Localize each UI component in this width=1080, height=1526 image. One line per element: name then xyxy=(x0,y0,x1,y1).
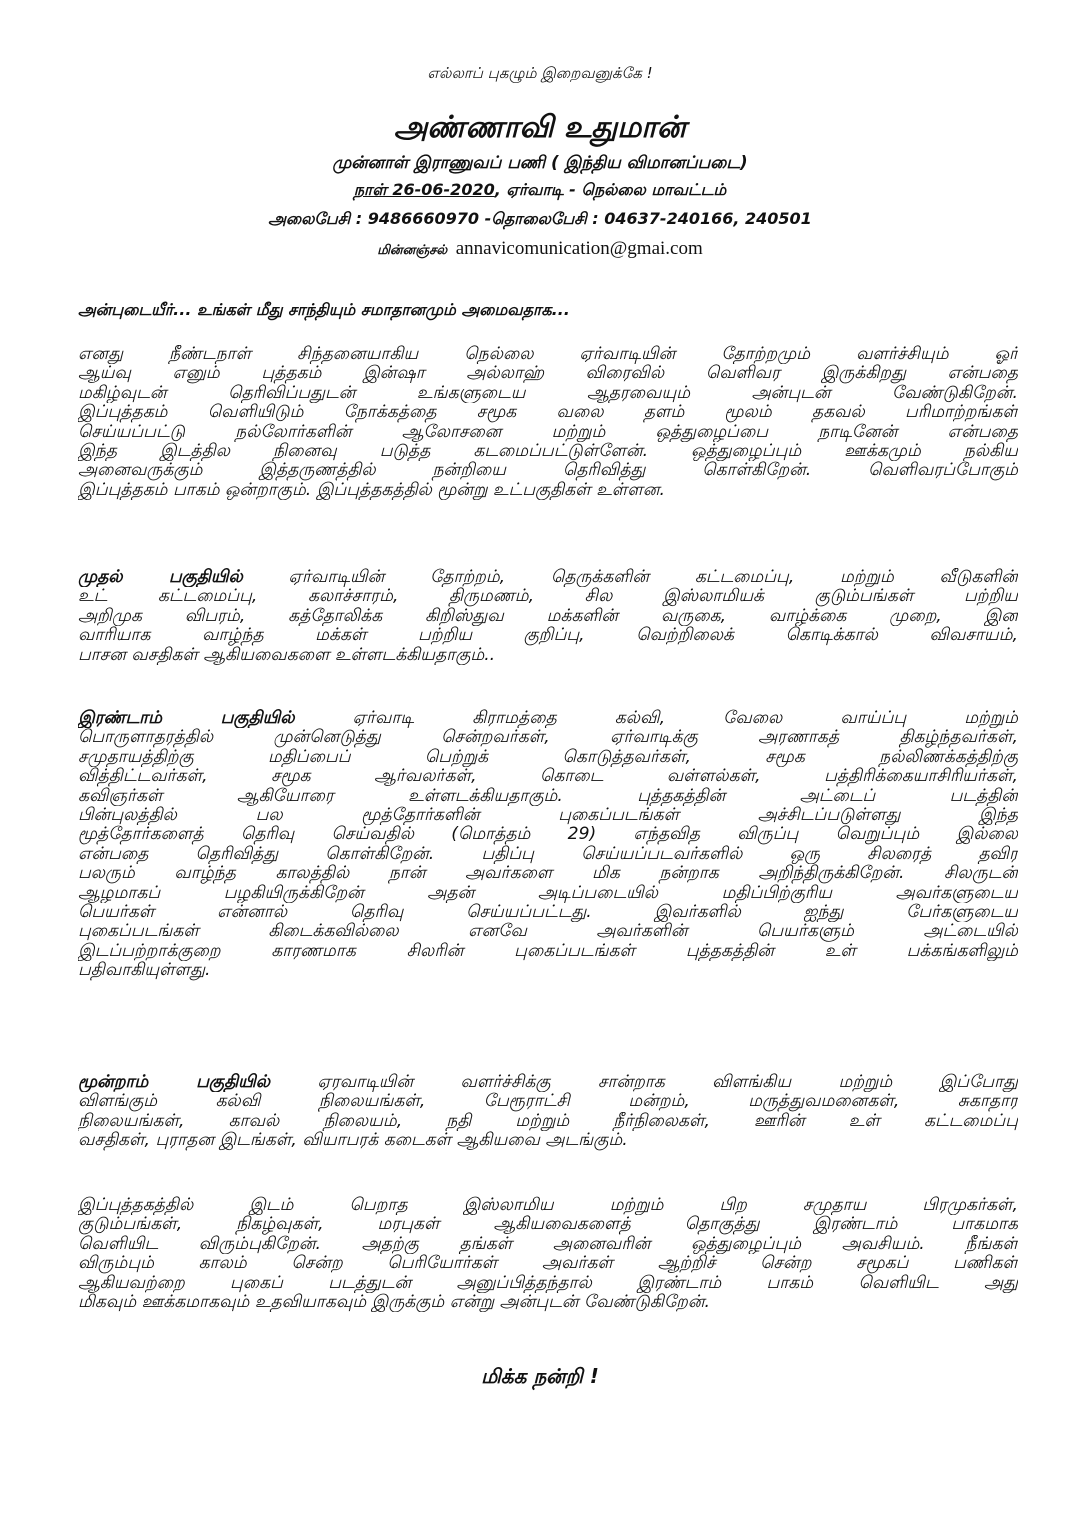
line-text: என்பதை தெரிவித்து கொள்கிறேன். பதிப்பு செய்யப்படவர்களில் ஒரு சிலரைத் தவிர xyxy=(78,844,1018,864)
paragraph-line xyxy=(78,646,1018,665)
section-lead: இரண்டாம் பகுதியில் xyxy=(78,709,295,728)
line-text: நிலையங்கள், காவல் நிலையம், நதி மற்றும் நீர்நிலைகள், ஊரின் உள் கட்டமைப்பு xyxy=(78,1111,1018,1131)
section-lead: மூன்றாம் பகுதியில் xyxy=(78,1073,271,1092)
paragraph-line xyxy=(78,1131,1018,1150)
paragraph-line xyxy=(78,845,1018,864)
line-text: புகைப்படங்கள் கிடைக்கவில்லை எனவே அவர்களின் பெயர்களும் அட்டையில் xyxy=(78,922,1018,942)
email-line xyxy=(0,238,1080,260)
line-text: மிகவும் ஊக்கமாகவும் உதவியாகவும் இருக்கும் என்று அன்புடன் வேண்டுகிறேன். xyxy=(78,1293,710,1313)
paragraph-line xyxy=(78,587,1018,606)
paragraph-intro xyxy=(78,345,1018,500)
line-text: இப்புத்தகத்தில் இடம் பெறாத இஸ்லாமிய மற்றும் பிற சமுதாய பிரமுகர்கள், xyxy=(78,1196,1018,1215)
line-text: இடப்பற்றாக்குறை காரணமாக சிலரின் புகைப்படங்கள் புத்தகத்தின் உள் பக்கங்களிலும் xyxy=(78,941,1018,961)
line-text: குடும்பங்கள், நிகழ்வுகள், மரபுகள் ஆகியவைகளைத் தொகுத்து இரண்டாம் பாகமாக xyxy=(78,1215,1018,1235)
line-text: பின்புலத்தில் பல மூத்தோர்களின் புகைப்படங்கள் அச்சிடப்படுள்ளது இந்த xyxy=(78,806,1018,826)
paragraph-line xyxy=(78,806,1018,825)
paragraph-line xyxy=(78,864,1018,883)
paragraph-line xyxy=(78,825,1018,844)
paragraph-line xyxy=(78,1112,1018,1131)
paragraph-line xyxy=(78,1274,1018,1293)
paragraph-line xyxy=(78,1073,1018,1092)
line-text: ஆகியவற்றை புகைப் படத்துடன் அனுப்பித்தந்தால் இரண்டாம் பாகம் வெளியிட அது xyxy=(78,1273,1018,1293)
email-label: மின்னஞ்சல் xyxy=(377,243,448,258)
paragraph-line xyxy=(78,1235,1018,1254)
paragraph-line xyxy=(78,767,1018,786)
line-text: அனைவருக்கும் இத்தருணத்தில் நன்றியை தெரிவித்து கொள்கிறேன். வெளிவரப்போகும் xyxy=(78,461,1018,481)
line-text: உட் கட்டமைப்பு, கலாச்சாரம், திருமணம், சில இஸ்லாமியக் குடும்பங்கள் பற்றிய xyxy=(78,587,1018,607)
paragraph-line xyxy=(78,345,1018,364)
line-text: கவிஞர்கள் ஆகியோரை உள்ளடக்கியதாகும். புத்தகத்தின் அட்டைப் படத்தின் xyxy=(78,786,1018,806)
author-name: அண்ணாவி உதுமான் xyxy=(393,110,687,145)
paragraph-line xyxy=(78,626,1018,645)
paragraph-part-three xyxy=(78,1073,1018,1151)
line-text: வித்திட்டவர்கள், சமூக ஆர்வலர்கள், கொடை வள்ளல்கள், பத்திரிக்கையாசிரியர்கள், xyxy=(78,767,1018,787)
line-text: மகிழ்வுடன் தெரிவிப்பதுடன் உங்களுடைய ஆதரவையும் அன்புடன் வேண்டுகிறேன். xyxy=(78,383,1018,403)
header-blessing: எல்லாப் புகழும் இறைவனுக்கே ! xyxy=(427,64,653,82)
phone-numbers: அலைபேசி : 9486660970 -தொலைபேசி : 04637-240166, 240501 xyxy=(268,209,812,228)
letter-place: , ஏர்வாடி - நெல்லை மாவட்டம் xyxy=(494,180,727,199)
paragraph-line xyxy=(78,728,1018,747)
paragraph-request xyxy=(78,1196,1018,1312)
section-lead: முதல் பகுதியில் xyxy=(78,568,243,587)
line-text: ஆழமாகப் பழகியிருக்கிறேன் அதன் அடிப்படையில் மதிப்பிற்குரிய அவர்களுடைய xyxy=(78,883,1018,903)
paragraph-line xyxy=(78,1293,1018,1312)
paragraph-line xyxy=(78,748,1018,767)
paragraph-part-two xyxy=(78,709,1018,981)
paragraph-line xyxy=(78,1092,1018,1111)
line-text: விரும்பும் காலம் சென்ற பெரியோர்கள் அவர்கள் ஆற்றிச் சென்ற சமூகப் பணிகள் xyxy=(78,1254,1018,1274)
paragraph-line xyxy=(78,481,1018,500)
line-text: வெளியிட விரும்புகிறேன். அதற்கு தங்கள் அனைவரின் ஒத்துழைப்பும் அவசியம். நீங்கள் xyxy=(78,1234,1018,1254)
paragraph-line xyxy=(78,568,1018,587)
paragraph-line xyxy=(78,384,1018,403)
closing-thanks: மிக்க நன்றி ! xyxy=(481,1364,599,1388)
line-text: இப்புத்தகம் பாகம் ஒன்றாகும். இப்புத்தகத்தில் மூன்று உட்பகுதிகள் உள்ளன. xyxy=(78,480,665,500)
paragraph-line xyxy=(78,884,1018,903)
paragraph-line xyxy=(78,787,1018,806)
line-text: பெயர்கள் என்னால் தெரிவு செய்யப்பட்டது. இவர்களில் ஐந்து பேர்களுடைய xyxy=(78,903,1018,923)
line-text: பலரும் வாழ்ந்த காலத்தில் நான் அவர்களை மிக நன்றாக அறிந்திருக்கிறேன். சிலருடன் xyxy=(78,864,1018,884)
email-address: annavicomunication@gmai.com xyxy=(455,238,703,259)
paragraph-line xyxy=(78,903,1018,922)
paragraph-line xyxy=(78,961,1018,980)
line-text: இந்த இடத்தில நினைவு படுத்த கடமைப்பட்டுள்ளேன். ஒத்துழைப்பும் ஊக்கமும் நல்கிய xyxy=(78,442,1018,462)
paragraph-line xyxy=(78,364,1018,383)
line-text: ஆய்வு எனும் புத்தகம் இன்ஷா அல்லாஹ் விரைவில் வெளிவர இருக்கிறது என்பதை xyxy=(78,364,1018,384)
paragraph-line xyxy=(78,709,1018,728)
paragraph-line xyxy=(78,442,1018,461)
line-text: அறிமுக விபரம், கத்தோலிக்க கிறிஸ்துவ மக்களின் வருகை, வாழ்க்கை முறை, இன xyxy=(78,606,1018,626)
line-text: சமுதாயத்திற்கு மதிப்பைப் பெற்றுக் கொடுத்தவர்கள், சமூக நல்லிணக்கத்திற்கு xyxy=(78,747,1018,767)
line-text: விளங்கும் கல்வி நிலையங்கள், பேரூராட்சி மன்றம், மருத்துவமனைகள், சுகாதார xyxy=(78,1092,1018,1112)
paragraph-line xyxy=(78,607,1018,626)
line-text: ஏரவாடியின் வளர்ச்சிக்கு சான்றாக விளங்கிய மற்றும் இப்போது xyxy=(270,1073,1018,1092)
paragraph-part-one xyxy=(78,568,1018,665)
greeting: அன்புடையீர்... உங்கள் மீது சாந்தியும் சமாதானமும் அமைவதாக... xyxy=(78,300,570,319)
line-text: ஏர்வாடி கிராமத்தை கல்வி, வேலை வாய்ப்பு மற்றும் xyxy=(294,709,1018,728)
paragraph-line xyxy=(78,922,1018,941)
line-text: ஏர்வாடியின் தோற்றம், தெருக்களின் கட்டமைப்பு, மற்றும் வீடுகளின் xyxy=(242,568,1018,587)
line-text: செய்யப்பட்டு நல்லோர்களின் ஆலோசனை மற்றும் ஒத்துழைப்பை நாடினேன் என்பதை xyxy=(78,422,1018,442)
letter-date: நாள் 26-06-2020 xyxy=(353,180,495,199)
line-text: பதிவாகியுள்ளது. xyxy=(78,961,211,981)
line-text: பொருளாதரத்தில் முன்னெடுத்து சென்றவர்கள், ஏர்வாடிக்கு அரணாகத் திகழ்ந்தவர்கள், xyxy=(78,728,1018,748)
author-service: முன்னாள் இராணுவப் பணி ( இந்திய விமானப்படை) xyxy=(332,153,748,173)
paragraph-line xyxy=(78,461,1018,480)
paragraph-line xyxy=(78,423,1018,442)
paragraph-line xyxy=(78,1254,1018,1273)
line-text: இப்புத்தகம் வெளியிடும் நோக்கத்தை சமூக வலை தளம் மூலம் தகவல் பரிமாற்றங்கள் xyxy=(78,403,1018,423)
paragraph-line xyxy=(78,403,1018,422)
paragraph-line xyxy=(78,942,1018,961)
line-text: வாரியாக வாழ்ந்த மக்கள் பற்றிய குறிப்பு, வெற்றிலைக் கொடிக்கால் விவசாயம், xyxy=(78,626,1018,646)
line-text: மூத்தோர்களைத் தெரிவு செய்வதில் (மொத்தம் 29) எந்தவித விருப்பு வெறுப்பும் இல்லை xyxy=(78,825,1018,845)
paragraph-line xyxy=(78,1215,1018,1234)
date-place-line xyxy=(0,180,1080,201)
paragraph-line xyxy=(78,1196,1018,1215)
line-text: எனது நீண்டநாள் சிந்தனையாகிய நெல்லை ஏர்வாடியின் தோற்றமும் வளர்ச்சியும் ஓர் xyxy=(78,345,1018,364)
line-text: பாசன வசதிகள் ஆகியவைகளை உள்ளடக்கியதாகும்.. xyxy=(78,645,496,665)
line-text: வசதிகள், புராதன இடங்கள், வியாபரக் கடைகள் ஆகியவை அடங்கும். xyxy=(78,1131,628,1151)
